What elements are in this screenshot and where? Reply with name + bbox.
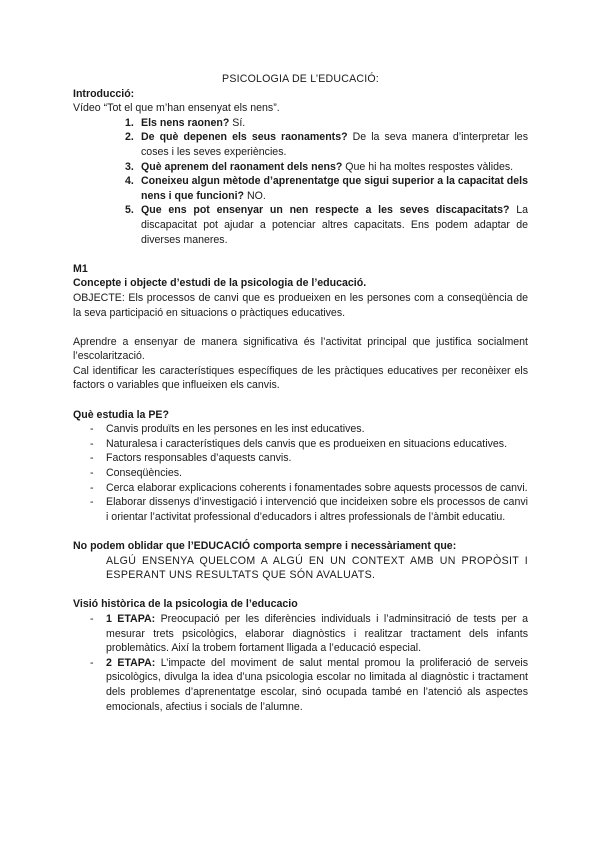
- question-item: [73, 174, 528, 203]
- etapa-label: 1 ETAPA:: [106, 612, 156, 625]
- question-item: [73, 160, 528, 175]
- list-item: - Conseqüències.: [90, 467, 182, 480]
- question-item: [73, 203, 528, 247]
- list-item: - Elaborar dissenys d’investigació i intervenció que incideixen sobre els processos de canvi i orientar l’activitat professional d’educadors i altres professionals de l’àmbit educatiu.: [90, 496, 528, 523]
- list-item-text: Canvis produïts en les persones en les inst educatives.: [106, 423, 365, 436]
- estudia-list: [73, 422, 528, 524]
- aprendre-paragraph: Aprendre a ensenyar de manera significativa és l’activitat principal que justifica socialment l’escolarització.: [73, 335, 528, 363]
- list-item-text: Conseqüències.: [106, 467, 182, 480]
- module-heading: Concepte i objecte d’estudi de la psicologia de l’educació.: [73, 277, 367, 290]
- question-answer: Que hi ha moltes respostes vàlides.: [342, 160, 514, 173]
- list-item: - 2 ETAPA: L’impacte del moviment de salut mental promou la proliferació de serveis psicològics, divulga la idea d’una psicologia escolar no limitada al diagnòstic i tractament dels problemes d’aprenentatge escolar, sinó ocupada també en l’atenció als aspectes emocionals, afectius i socials de l’alumne.: [90, 656, 528, 713]
- objecte-paragraph: OBJECTE: Els processos de canvi que es produeixen en les persones com a conseqüència de la seva participació en situacions o pràctiques educatives.: [73, 291, 528, 319]
- list-item: - Factors responsables d’aquests canvis.: [90, 452, 292, 465]
- question-answer: NO.: [244, 189, 266, 202]
- oblidar-text: ALGÚ ENSENYA QUELCOM A ALGÚ EN UN CONTEXT AMB UN PROPÒSIT I ESPERANT UNS RESULTATS QUE SÓN AVALUATS.: [106, 554, 528, 582]
- question-item: [73, 116, 528, 131]
- question-text: Coneixeu algun mètode d’aprenentatge que sigui superior a la capacitat dels nens i que funcioni?: [141, 175, 528, 202]
- list-item: - Naturalesa i característiques dels canvis que es produeixen en situacions educatives.: [90, 437, 508, 450]
- question-text: De què depenen els seus raonaments?: [141, 131, 348, 144]
- question-number: 1.: [125, 116, 134, 129]
- question-number: 2.: [125, 131, 134, 144]
- module-label: M1: [73, 262, 88, 275]
- list-item-text: Cerca elaborar explicacions coherents i fonamentades sobre aquests processos de canvi.: [106, 481, 528, 494]
- question-text: Que ens pot ensenyar un nen respecte a les seves discapacitats?: [141, 204, 510, 217]
- document-title: PSICOLOGIA DE L’EDUCACIÓ:: [222, 73, 379, 85]
- oblidar-heading: No podem oblidar que l’EDUCACIÓ comporta sempre i necessàriament que:: [73, 540, 457, 552]
- list-item: - Canvis produïts en les persones en les inst educatives.: [90, 423, 365, 436]
- question-item: [73, 130, 528, 159]
- video-line: Vídeo “Tot el que m’han ensenyat els nens”.: [73, 102, 280, 115]
- etapa-text: Preocupació per les diferències individuals i l’adminsitració de tests per a mesurar trets psicològics, elaborar diagnòstics i realitzar tractament dels infants problemàtics. Així la trobem fortament lligada a l’educació especial.: [106, 612, 528, 655]
- etapa-text: L’impacte del moviment de salut mental promou la proliferació de serveis psicològics, divulga la idea d’una psicologia escolar no limitada al diagnòstic i tractament dels problemes d’aprenentatge escolar, sinó ocupada també en l’atenció als aspectes emocionals, afectius i socials de l’alumne.: [106, 656, 528, 713]
- question-answer: De la seva manera d’interpretar les coses i les seves experiències.: [141, 131, 528, 158]
- etapes-list: [73, 612, 528, 714]
- historia-heading: Visió històrica de la psicologia de l’educacio: [73, 598, 298, 611]
- list-item: - 1 ETAPA: Preocupació per les diferències individuals i l’adminsitració de tests per a mesurar trets psicològics, elaborar diagnòstics i realitzar tractament dels infants problemàtics. Així la trobem fortament lligada a l’educació especial.: [90, 612, 528, 655]
- questions-list: [73, 116, 528, 247]
- question-number: 4.: [125, 175, 134, 188]
- estudia-heading: Què estudia la PE?: [73, 408, 169, 421]
- question-answer: La discapacitat pot ajudar a potenciar altres capacitats. Ens podem adaptar de diverses maneres.: [141, 204, 528, 246]
- question-text: Els nens raonen?: [141, 116, 230, 129]
- question-answer: Sí.: [229, 116, 246, 129]
- question-number: 5.: [125, 204, 134, 217]
- etapa-label: 2 ETAPA:: [106, 656, 156, 669]
- list-item-text: Naturalesa i característiques dels canvis que es produeixen en situacions educatives.: [106, 437, 508, 450]
- list-item: - Cerca elaborar explicacions coherents i fonamentades sobre aquests processos de canvi.: [90, 481, 528, 494]
- list-item-text: Elaborar dissenys d’investigació i intervenció que incideixen sobre els processos de canvi i orientar l’activitat professional d’educadors i altres professionals de l’àmbit educatiu.: [106, 496, 528, 523]
- intro-heading: Introducció:: [73, 87, 135, 100]
- cal-paragraph: Cal identificar les característiques específiques de les pràctiques educatives per reconèixer els factors o variables que influeixen els canvis.: [73, 364, 528, 392]
- document-page: [73, 72, 528, 714]
- question-number: 3.: [125, 160, 134, 173]
- list-item-text: Factors responsables d’aquests canvis.: [106, 452, 292, 465]
- question-text: Què aprenem del raonament dels nens?: [141, 160, 343, 173]
